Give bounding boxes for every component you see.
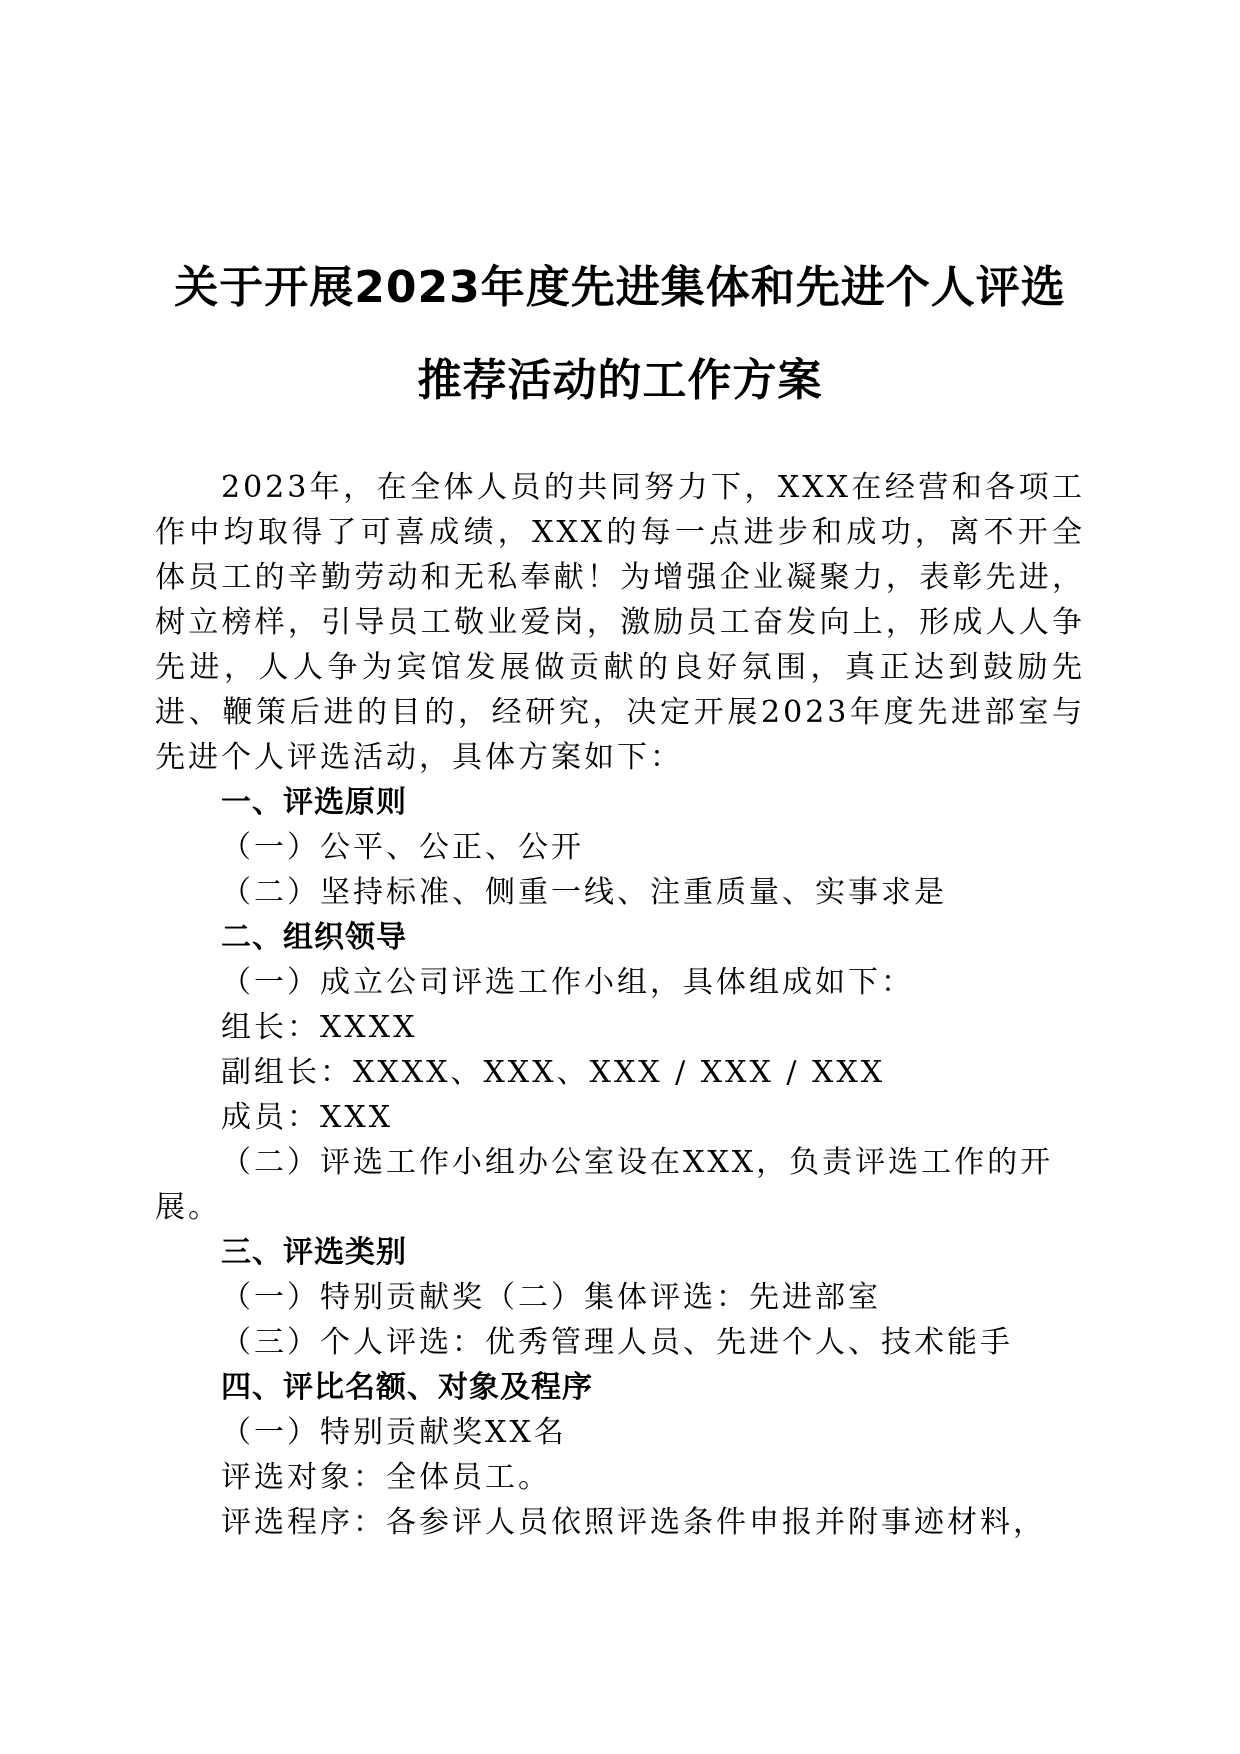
selection-target: 评选对象：全体员工。 [221, 1460, 551, 1495]
section-heading-organization: 二、组织领导 [221, 920, 407, 955]
section-heading-quota: 四、评比名额、对象及程序 [221, 1370, 593, 1405]
organization-item: （一）成立公司评选工作小组，具体组成如下： [221, 965, 914, 1000]
group-members: 成员：XXX [221, 1100, 394, 1135]
section-heading-principles: 一、评选原则 [221, 785, 407, 820]
group-deputy: 副组长：XXXX、XXX、XXX / XXX / XXX [221, 1055, 886, 1090]
document-title-line2: 推荐活动的工作方案 [417, 355, 823, 406]
category-item: （三）个人评选：优秀管理人员、先进个人、技术能手 [221, 1325, 1013, 1360]
selection-procedure: 评选程序：各参评人员依照评选条件申报并附事迹材料， [221, 1505, 1046, 1540]
principle-item: （一）公平、公正、公开 [221, 830, 584, 865]
group-leader: 组长：XXXX [221, 1010, 418, 1045]
section-heading-categories: 三、评选类别 [221, 1235, 407, 1270]
quota-item: （一）特别贡献奖XX名 [221, 1415, 567, 1450]
category-item: （一）特别贡献奖（二）集体评选：先进部室 [221, 1280, 881, 1315]
intro-paragraph: 2023年，在全体人员的共同努力下，XXX在经营和各项工作中均取得了可喜成绩，XXX的每一点进步和成功，离不开全体员工的辛勤劳动和无私奉献！为增强企业凝聚力，表彰先进，树立榜样，引导员工敬业爱岗，激励员工奋发向上，形成人人争先进，人人争为宾馆发展做贡献的良好氛围，真正达到鼓励先进、鞭策后进的目的，经研究，决定开展2023年度先进部室与先进个人评选活动，具体方案如下： [155, 470, 1085, 775]
principle-item: （二）坚持标准、侧重一线、注重质量、实事求是 [221, 875, 947, 910]
document-body [155, 465, 1085, 1545]
document-title-line1: 关于开展2023年度先进集体和先进个人评选 [174, 262, 1066, 313]
organization-item: （二）评选工作小组办公室设在XXX，负责评选工作的开展。 [155, 1145, 1054, 1225]
